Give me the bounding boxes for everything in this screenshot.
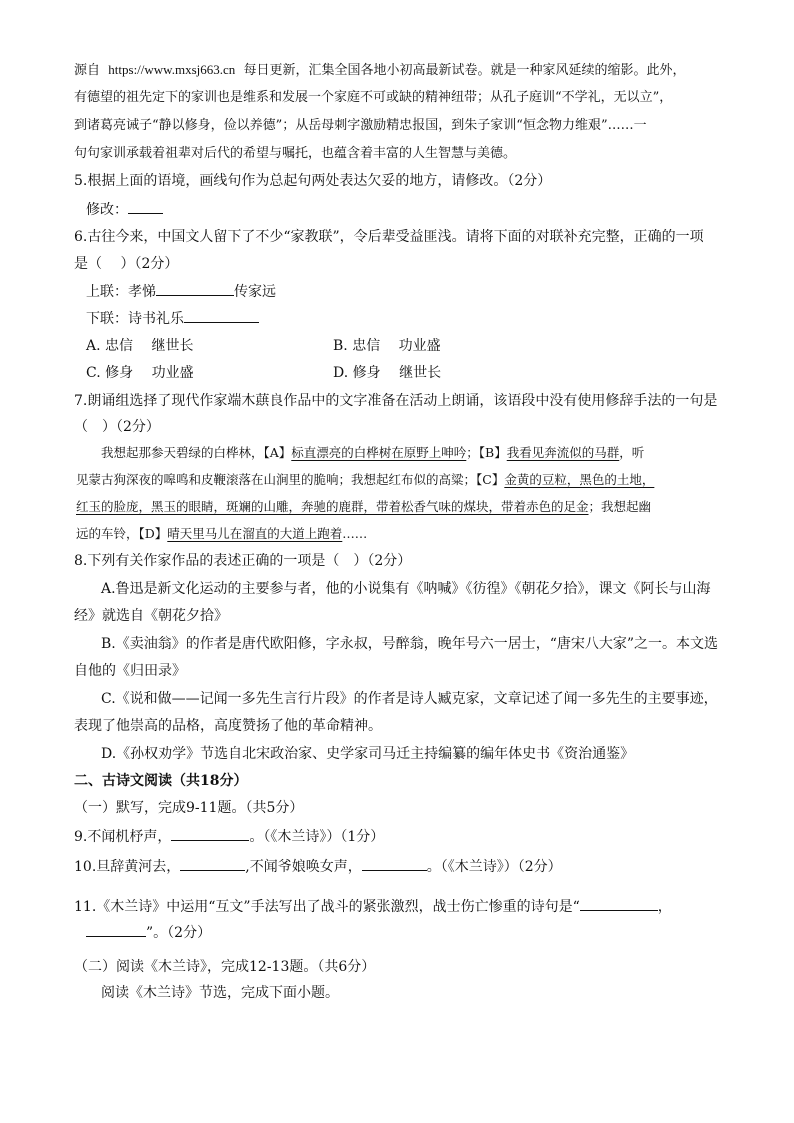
q5-answer-blank[interactable] — [128, 199, 163, 214]
q8-stem: 8.下列有关作家作品的表述正确的一项是（ ）（2分） — [74, 553, 412, 569]
q5-answer — [86, 199, 163, 220]
q8-option-b-line-2[interactable]: 自他的《归田录》 — [74, 663, 186, 679]
q7-sentence-c-start: 金黄的豆粒，黑色的土地， — [504, 472, 655, 487]
q5-stem: 5.根据上面的语境，画线句作为总起句两处表达欠妥的地方，请修改。（2分） — [74, 173, 552, 189]
q10-text-c: 。（《木兰诗》）（2分） — [426, 859, 562, 875]
q7-p1c: ；【B】 — [466, 445, 507, 460]
q8-option-a-line-1[interactable]: A.鲁迅是新文化运动的主要参与者，他的小说集有《呐喊》《彷徨》《朝花夕拾》，课文《阿长与山海 — [101, 581, 711, 597]
section-2-part-2: （二）阅读《木兰诗》，完成12-13题。（共6分） — [74, 959, 376, 975]
q7-sentence-b: 我看见奔流似的马群 — [506, 445, 620, 460]
reading-instruction: 阅读《木兰诗》节选，完成下面小题。 — [101, 985, 339, 1001]
q6-option-d[interactable]: D. 修身 继世长 — [333, 365, 442, 381]
q7-passage-line-2 — [76, 470, 654, 490]
section-2-part-1: （一）默写，完成9-11题。（共5分） — [74, 800, 304, 816]
q10-text-a: 10.旦辞黄河去， — [74, 859, 181, 875]
q8-option-b-line-1[interactable]: B.《卖油翁》的作者是唐代欧阳修，字永叔，号醉翁，晚年号六一居士，“唐宋八大家”之一。本文选 — [101, 636, 719, 652]
q7-p4c: …… — [342, 526, 368, 541]
q11-line-1 — [74, 896, 672, 917]
q8-option-d-line-1[interactable]: D.《孙权劝学》节选自北宋政治家、史学家司马迁主持编纂的编年体史书《资治通鉴》 — [101, 746, 635, 762]
q6-lower-couplet — [86, 308, 259, 329]
q6-upper-blank[interactable] — [156, 281, 234, 296]
q10-blank-2[interactable] — [362, 856, 427, 871]
q11-line-2 — [86, 922, 211, 943]
q7-p1a: 我想起那参天碧绿的白桦林，【A】 — [101, 445, 292, 460]
q11-blank-2[interactable] — [86, 922, 146, 937]
q7-p4a: 远的车铃，【D】 — [76, 526, 168, 541]
q8-option-c-line-1[interactable]: C.《说和做——记闻一多先生言行片段》的作者是诗人臧克家，文章记述了闻一多先生的主要事迹， — [101, 691, 718, 707]
q9-text-a: 9.不闻机杼声， — [74, 829, 172, 845]
q6-lower-blank[interactable] — [184, 308, 259, 323]
q7-passage-line-3 — [76, 497, 651, 517]
q7-sentence-c-end: 红玉的脸庞，黑玉的眼睛，斑斓的山雕，奔驰的鹿群，带着松香气味的煤块，带着赤色的足金 — [76, 499, 589, 514]
q11-text-a: 11.《木兰诗》中运用“互文”手法写出了战斗的紧张激烈，战士伤亡惨重的诗句是“ — [74, 899, 580, 915]
intro-source-label: 源自 — [74, 63, 101, 78]
intro-line-2: 有德望的祖先定下的家训也是维系和发展一个家庭不可或缺的精神纽带；从孔子庭训“不学礼，无以立”， — [74, 90, 673, 105]
q6-stem-2: 是（ ）（2分） — [74, 256, 179, 272]
q10-text-b: ,不闻爷娘唤女声， — [245, 859, 362, 875]
q7-stem-2: （ ）（2分） — [74, 419, 160, 435]
q5-answer-label: 修改： — [86, 202, 128, 218]
q6-stem-1: 6.古往今来，中国文人留下了不少“家教联”，令后辈受益匪浅。请将下面的对联补充完整，正确的一项 — [74, 229, 704, 245]
intro-line-1 — [74, 60, 686, 81]
q8-option-c-line-2[interactable]: 表现了他崇高的品格，高度赞扬了他的革命精神。 — [74, 718, 382, 734]
q6-upper-couplet — [86, 281, 276, 302]
section-2-title: 二、古诗文阅读（共18分） — [74, 773, 248, 789]
q6-upper-a: 上联：孝悌 — [86, 284, 156, 300]
q10-blank-1[interactable] — [180, 856, 245, 871]
q7-passage-line-1 — [101, 443, 644, 463]
intro-line-4: 句句家训承载着祖辈对后代的希望与嘱托，也蕴含着丰富的人生智慧与美德。 — [74, 146, 517, 161]
q6-upper-b: 传家远 — [234, 284, 276, 300]
q11-text-c: ”。（2分） — [146, 925, 212, 941]
q7-passage-line-4 — [76, 524, 367, 544]
q11-blank-1[interactable] — [580, 896, 658, 911]
intro-line-3: 到诸葛亮诫子“静以修身，俭以养德”；从岳母刺字激励精忠报国，到朱子家训“恒念物力维艰”……一 — [74, 118, 647, 133]
q7-p2: 见蒙古狗深夜的嗥鸣和皮鞭滚落在山涧里的脆响；我想起红布似的高粱；【C】 — [76, 472, 505, 487]
q6-lower: 下联：诗书礼乐 — [86, 311, 184, 327]
q7-sentence-d: 晴天里马儿在溜直的大道上跑着 — [167, 526, 343, 541]
intro-source-url: https://www.mxsj663.cn — [108, 62, 236, 77]
q9 — [74, 826, 384, 847]
q7-sentence-a: 标直漂亮的白桦树在原野上呻吟 — [291, 445, 467, 460]
q7-stem-1: 7.朗诵组选择了现代作家端木蕻良作品中的文字准备在活动上朗诵，该语段中没有使用修辞手法的一句是 — [74, 393, 718, 409]
q11-text-b: ， — [657, 899, 672, 915]
q7-p3b: ；我想起幽 — [588, 499, 652, 514]
q9-text-b: 。（《木兰诗》）（1分） — [249, 829, 385, 845]
q9-blank[interactable] — [171, 826, 249, 841]
q10 — [74, 856, 562, 877]
q7-p1e: ，听 — [619, 445, 645, 460]
q8-option-a-line-2[interactable]: 经》就选自《朝花夕拾》 — [74, 608, 228, 624]
intro-line-1-text: 每日更新，汇集全国各地小初高最新试卷。就是一种家风延续的缩影。此外， — [243, 63, 686, 78]
q6-option-a[interactable]: A. 忠信 继世长 — [86, 338, 194, 354]
q6-option-c[interactable]: C. 修身 功业盛 — [86, 365, 194, 381]
q6-option-b[interactable]: B. 忠信 功业盛 — [333, 338, 441, 354]
